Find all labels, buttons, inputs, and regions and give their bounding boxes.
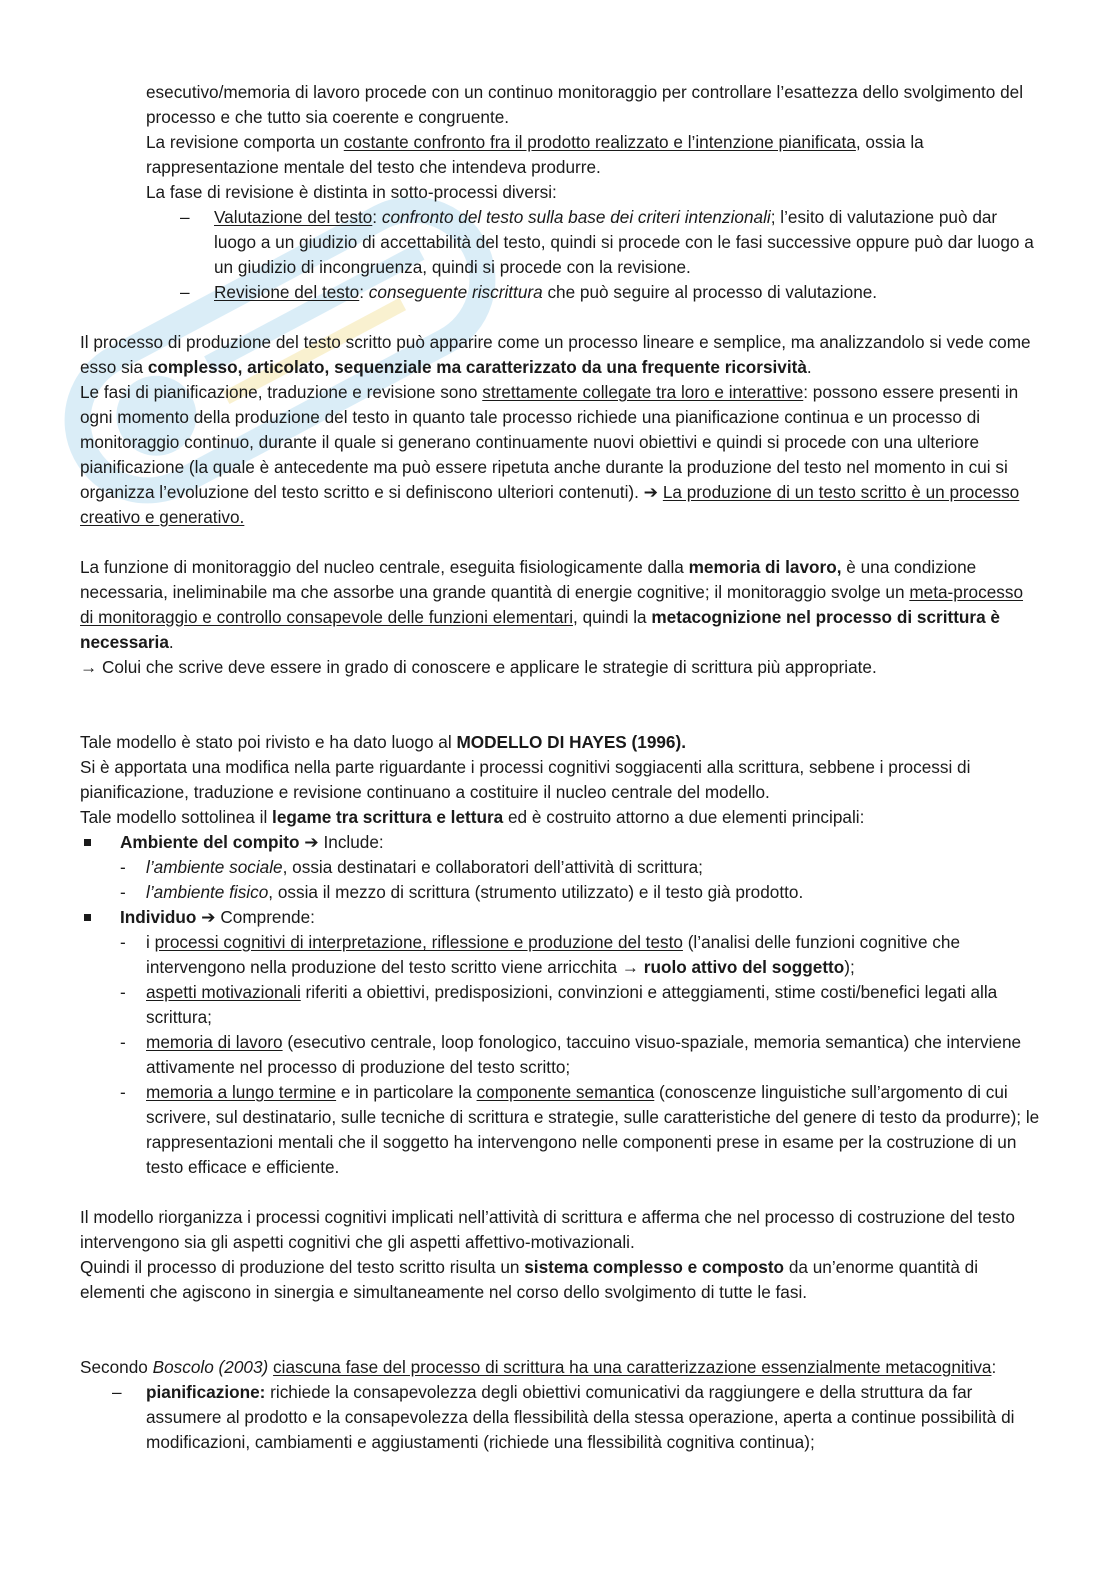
sublist (120, 855, 1040, 905)
arrow-icon: ➔ (196, 907, 216, 927)
list-item: Ambiente del compito ➔ Include: - l’ambiente sociale, ossia destinatari e collaboratori dell’attività di scrittura; - l’ambiente fisico, ossia il mezzo di scrittura (strumento utilizzato) e il testo già prodotto. (80, 830, 1040, 905)
paragraph: Il modello riorganizza i processi cognitivi implicati nell’attività di scrittura e afferma che nel processo di costruzione del testo intervengono sia gli aspetti cognitivi che gli aspetti affettivo-motivazionali. Quindi il processo di produzione del testo scritto risulta un sistema complesso e composto da un’enorme quantità di elementi che agiscono in sinergia e simultaneamente nel corso dello svolgimento di tutte le fasi. (80, 1207, 1015, 1302)
list-item: - i processi cognitivi di interpretazione, riflessione e produzione del testo (l’analisi delle funzioni cognitive che intervengono nella produzione del testo scritto viene arricchita → ruolo attivo del soggetto); (120, 930, 1040, 980)
paragraph: Tale modello è stato poi rivisto e ha dato luogo al MODELLO DI HAYES (1996). Si è apportata una modifica nella parte riguardante i processi cognitivi soggiacenti alla scrittura, sebbene i processi di pianificazione, traduzione e revisione continuano a costituire il nucleo centrale del modello. Tale modello sottolinea il legame tra scrittura e lettura ed è costruito attorno a due elementi principali: (80, 732, 971, 827)
list-item: – Valutazione del testo: confronto del testo sulla base dei criteri intenzionali; l’esito di valutazione può dar luogo a un giudizio di accettabilità del testo, quindi si procede con le fasi successive oppure può dar luogo a un giudizio di incongruenza, quindi si procede con la revisione. (80, 205, 1040, 280)
boscolo-list (80, 1380, 1040, 1455)
list-item: – Revisione del testo: conseguente riscrittura che può seguire al processo di valutazione. (80, 280, 1040, 305)
list-item: - l’ambiente fisico, ossia il mezzo di scrittura (strumento utilizzato) e il testo già prodotto. (120, 880, 1040, 905)
sublist (120, 930, 1040, 1180)
list-item: Individuo ➔ Comprende: - i processi cognitivi di interpretazione, riflessione e produzione del testo (l’analisi delle funzioni cognitive che intervengono nella produzione del testo scritto viene arricchita → ruolo attivo del soggetto); - aspetti motivazionali riferiti a obiettivi, predisposizioni, convinzioni e atteggiamenti, stime costi/benefici legati alla scrittura; - memoria di lavoro (esecutivo centrale, loop fonologico, taccuino visuo-spaziale, memoria semantica) che interviene attivamente nel processo di produzione del testo scritto; - memoria a lungo termine e in particolare la componente semantica (conoscenze linguistiche sull’argomento di cui scrivere, sul destinatario, sulle tecniche di scrittura e strategie, sulle caratteristiche del genere di testo da produrre); le rappresentazioni mentali che il soggetto ha intervengono nelle componenti prese in esame per la costruzione di un testo efficace e efficiente. (80, 905, 1040, 1180)
paragraph: esecutivo/memoria di lavoro procede con un continuo monitoraggio per controllare l’esattezza dello svolgimento del processo e che tutto sia coerente e congruente. La revisione comporta un costante confronto fra il prodotto realizzato e l’intenzione pianificata, ossia la rappresentazione mentale del testo che intendeva produrre. La fase di revisione è distinta in sotto-processi diversi: (146, 82, 1024, 202)
list-item: - memoria a lungo termine e in particolare la componente semantica (conoscenze linguistiche sull’argomento di cui scrivere, sul destinatario, sulle tecniche di scrittura e strategie, sulle caratteristiche del genere di testo da produrre); le rappresentazioni mentali che il soggetto ha intervengono nelle componenti prese in esame per la costruzione di un testo efficace e efficiente. (120, 1080, 1040, 1180)
list-item: – pianificazione: richiede la consapevolezza degli obiettivi comunicativi da raggiungere e della struttura da far assumere al prodotto e la consapevolezza della flessibilità della stessa operazione, aperta a continue possibilità di modificazioni, cambiamenti e aggiustamenti (richiede una flessibilità cognitiva continua); (80, 1380, 1040, 1455)
paragraph: Secondo Boscolo (2003) ciascuna fase del processo di scrittura ha una caratterizzazione essenzialmente metacognitiva: (80, 1357, 997, 1377)
hayes-elements-list (80, 830, 1040, 1180)
list-item: - memoria di lavoro (esecutivo centrale, loop fonologico, taccuino visuo-spaziale, memoria semantica) che interviene attivamente nel processo di produzione del testo scritto; (120, 1030, 1040, 1080)
list-item: - aspetti motivazionali riferiti a obiettivi, predisposizioni, convinzioni e atteggiamenti, stime costi/benefici legati alla scrittura; (120, 980, 1040, 1030)
document-page (80, 80, 1040, 1455)
arrow-icon: ➔ (643, 482, 659, 502)
arrow-icon: ➔ (299, 832, 319, 852)
subprocess-list (80, 205, 1040, 305)
paragraph: Il processo di produzione del testo scritto può apparire come un processo lineare e semplice, ma analizzandolo si vede come esso sia complesso, articolato, sequenziale ma caratterizzato da una frequente ricorsività. Le fasi di pianificazione, traduzione e revisione sono strettamente collegate tra loro e interattive: possono essere presenti in ogni momento della produzione del testo in quanto tale processo richiede una pianificazione continua e un processo di monitoraggio continuo, durante il quale si generano continuamente nuovi obiettivi e quindi si procede con una ulteriore pianificazione (la quale è antecedente ma può essere ripetuta anche durante la produzione del testo nel momento in cui si organizza l’evoluzione del testo scritto e si definiscono ulteriori contenuti). ➔ La produzione di un testo scritto è un processo creativo e generativo. (80, 332, 1031, 527)
paragraph: La funzione di monitoraggio del nucleo centrale, eseguita fisiologicamente dalla memoria di lavoro, è una condizione necessaria, ineliminabile ma che assorbe una grande quantità di energie cognitive; il monitoraggio svolge un meta-processo di monitoraggio e controllo consapevole delle funzioni elementari, quindi la metacognizione nel processo di scrittura è necessaria. → Colui che scrive deve essere in grado di conoscere e applicare le strategie di scrittura più appropriate. (80, 557, 1024, 677)
list-item: - l’ambiente sociale, ossia destinatari e collaboratori dell’attività di scrittura; (120, 855, 1040, 880)
